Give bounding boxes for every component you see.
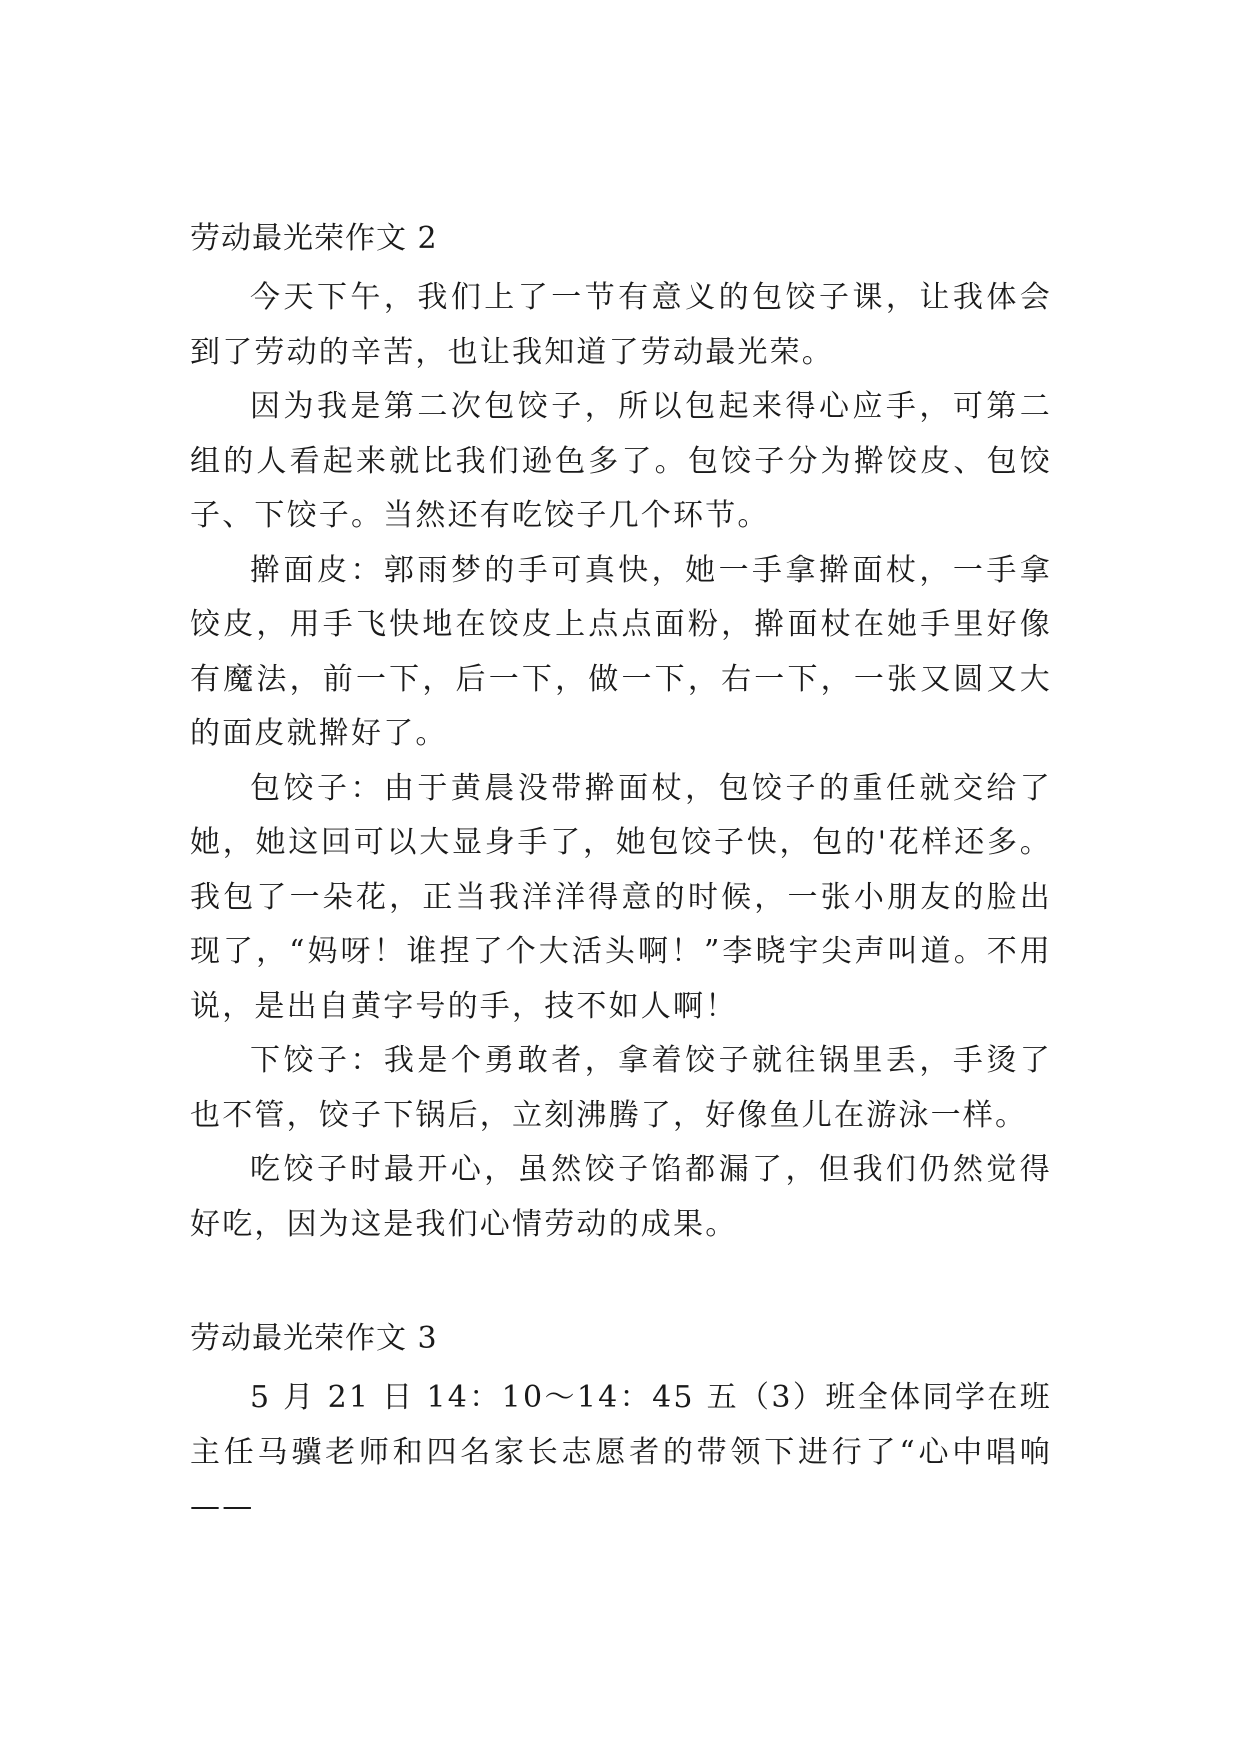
essay-section-3	[190, 1312, 1052, 1535]
paragraph: 因为我是第二次包饺子，所以包起来得心应手，可第二组的人看起来就比我们逊色多了。包饺子分为擀饺皮、包饺子、下饺子。当然还有吃饺子几个环节。	[190, 389, 1052, 533]
document-body	[190, 212, 1052, 1535]
essay-section-2	[190, 212, 1052, 1252]
paragraph: 下饺子：我是个勇敢者，拿着饺子就往锅里丢，手烫了也不管，饺子下锅后，立刻沸腾了，好像鱼儿在游泳一样。	[190, 1043, 1052, 1133]
paragraph: 今天下午，我们上了一节有意义的包饺子课，让我体会到了劳动的辛苦，也让我知道了劳动最光荣。	[190, 280, 1052, 370]
paragraph: 5 月 21 日 14：10～14：45 五（3）班全体同学在班主任马骥老师和四名家长志愿者的带领下进行了“心中唱响——	[190, 1380, 1052, 1524]
paragraph: 包饺子：由于黄晨没带擀面杖，包饺子的重任就交给了她，她这回可以大显身手了，她包饺子快，包的'花样还多。我包了一朵花，正当我洋洋得意的时候，一张小朋友的脸出现了，“妈呀！谁捏了个大活头啊！”李晓宇尖声叫道。不用说，是出自黄字号的手，技不如人啊！	[190, 770, 1052, 1024]
section-heading: 劳动最光荣作文 3	[190, 1321, 438, 1356]
paragraph: 吃饺子时最开心，虽然饺子馅都漏了，但我们仍然觉得好吃，因为这是我们心情劳动的成果。	[190, 1152, 1052, 1242]
paragraph: 擀面皮：郭雨梦的手可真快，她一手拿擀面杖，一手拿饺皮，用手飞快地在饺皮上点点面粉，擀面杖在她手里好像有魔法，前一下，后一下，做一下，右一下，一张又圆又大的面皮就擀好了。	[190, 552, 1052, 751]
section-heading: 劳动最光荣作文 2	[190, 221, 438, 256]
